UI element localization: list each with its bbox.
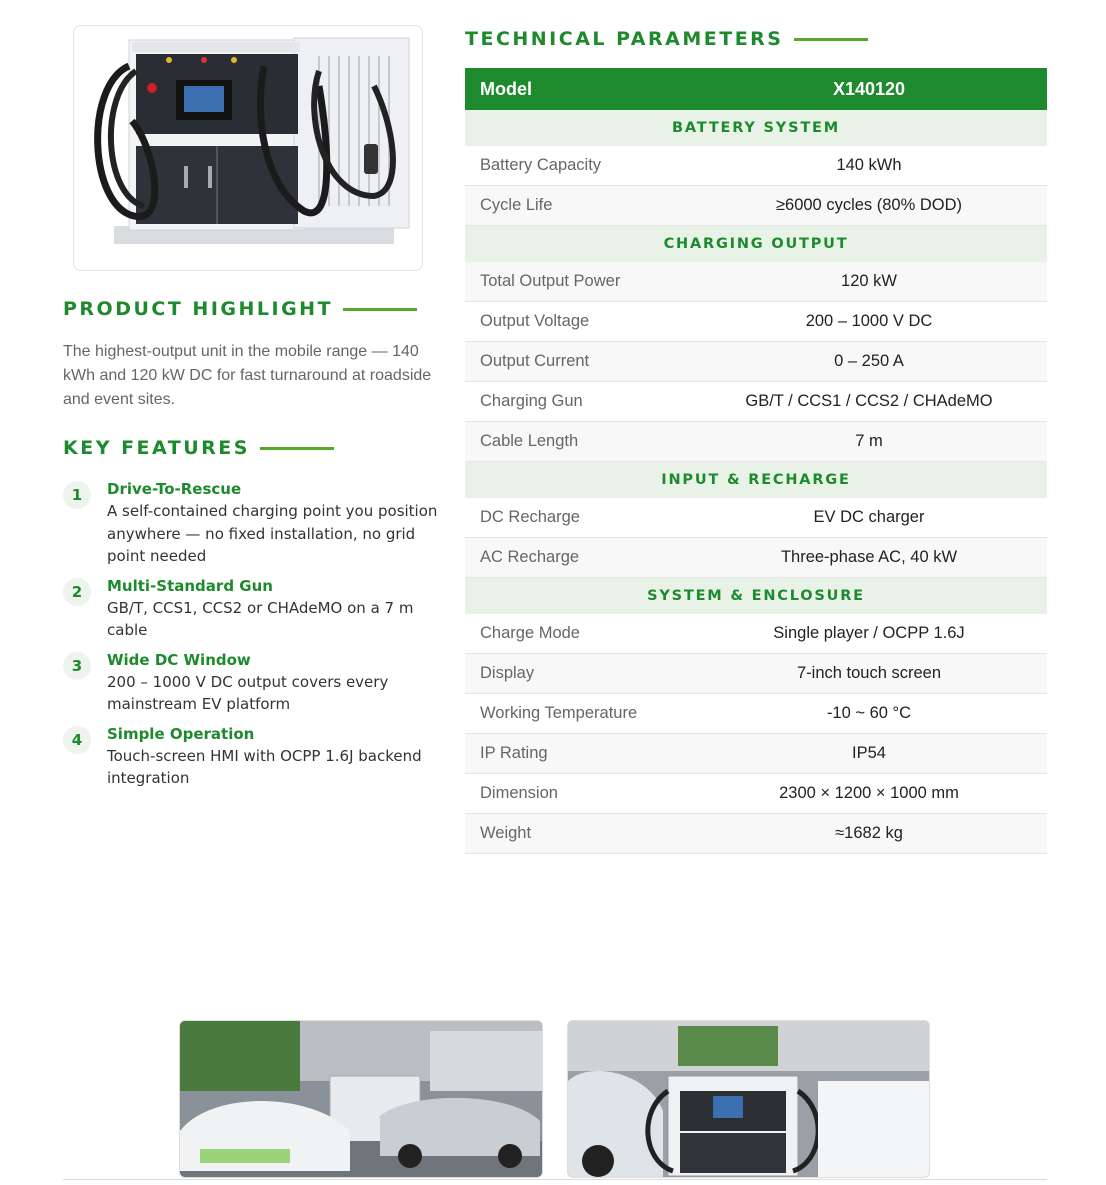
product-highlight-title: PRODUCT HIGHLIGHT — [63, 298, 334, 320]
spec-value: ≥6000 cycles (80% DOD) — [775, 196, 963, 214]
spec-row — [465, 146, 1047, 186]
technical-parameters-heading — [465, 28, 868, 50]
feature-item — [63, 575, 438, 642]
spec-key: Output Current — [480, 352, 590, 370]
photo-charger-closeup — [567, 1020, 930, 1178]
spec-key: Display — [480, 664, 535, 682]
spec-row — [465, 382, 1047, 422]
spec-group-title: INPUT & RECHARGE — [465, 462, 1047, 498]
spec-value: 2300 × 1200 × 1000 mm — [779, 784, 959, 802]
spec-value: Three-phase AC, 40 kW — [780, 548, 958, 566]
spec-key: Dimension — [480, 784, 558, 802]
feature-description: GB/T, CCS1, CCS2 or CHAdeMO on a 7 m cable — [107, 598, 414, 639]
feature-title: Wide DC Window — [107, 650, 251, 669]
spec-value: ≈1682 kg — [835, 824, 903, 842]
feature-title: Drive-To-Rescue — [107, 480, 242, 498]
feature-description: 200 – 1000 V DC output covers every mainstream EV platform — [107, 672, 389, 713]
feature-number-badge: 4 — [63, 726, 91, 754]
spec-key: Charging Gun — [480, 392, 583, 410]
heading-accent-bar — [260, 447, 334, 450]
spec-row — [465, 734, 1047, 774]
spec-row — [465, 262, 1047, 302]
spec-table — [465, 68, 1047, 854]
feature-description: A self-contained charging point you position anywhere — no fixed installation, no grid point needed — [107, 502, 438, 565]
spec-key: Weight — [480, 824, 532, 842]
spec-value: IP54 — [852, 744, 886, 762]
spec-value: -10 ~ 60 °C — [826, 704, 912, 722]
bottom-divider — [63, 1179, 1047, 1180]
spec-table-header — [465, 68, 1047, 110]
spec-value: GB/T / CCS1 / CCS2 / CHAdeMO — [745, 392, 993, 410]
feature-list — [63, 478, 438, 797]
spec-group-title: CHARGING OUTPUT — [465, 226, 1047, 262]
feature-title: Multi-Standard Gun — [107, 576, 273, 595]
feature-item — [63, 723, 438, 790]
key-features-title: KEY FEATURES — [63, 437, 250, 459]
spec-header-value: X140120 — [832, 78, 906, 99]
spec-key: IP Rating — [480, 744, 548, 762]
spec-row — [465, 694, 1047, 734]
spec-key: Cycle Life — [480, 196, 553, 214]
spec-key: Total Output Power — [480, 272, 621, 290]
spec-key: Working Temperature — [480, 704, 638, 722]
heading-accent-bar — [343, 308, 417, 311]
spec-row — [465, 538, 1047, 578]
spec-key: Charge Mode — [480, 624, 580, 642]
spec-key: DC Recharge — [480, 508, 580, 526]
feature-description: Touch-screen HMI with OCPP 1.6J backend integration — [107, 746, 422, 787]
spec-key: Output Voltage — [480, 312, 590, 330]
spec-value: EV DC charger — [813, 508, 925, 526]
product-image — [73, 25, 423, 271]
spec-row — [465, 814, 1047, 854]
spec-row — [465, 498, 1047, 538]
key-features-heading — [63, 437, 334, 459]
product-highlight-heading — [63, 298, 417, 320]
photo-cars-with-charger — [179, 1020, 543, 1178]
feature-item — [63, 649, 438, 716]
spec-value: 120 kW — [841, 272, 897, 290]
spec-header-key: Model — [480, 78, 532, 99]
spec-row — [465, 774, 1047, 814]
spec-value: 7 m — [855, 432, 883, 450]
spec-row — [465, 342, 1047, 382]
spec-key: AC Recharge — [480, 548, 580, 566]
heading-accent-bar — [794, 38, 868, 41]
spec-row — [465, 422, 1047, 462]
spec-value: 140 kWh — [836, 156, 902, 174]
charger-illustration — [74, 26, 423, 271]
spec-row — [465, 614, 1047, 654]
spec-value: 0 – 250 A — [834, 352, 904, 370]
product-highlight-text: The highest-output unit in the mobile range — 140 kWh and 120 kW DC for fast turnaround at roadside and event sites. — [63, 343, 432, 408]
spec-row — [465, 186, 1047, 226]
spec-value: 200 – 1000 V DC — [805, 312, 933, 330]
feature-title: Simple Operation — [107, 724, 255, 743]
spec-row — [465, 302, 1047, 342]
spec-row — [465, 654, 1047, 694]
feature-number-badge: 2 — [63, 578, 91, 606]
spec-group-title: BATTERY SYSTEM — [465, 110, 1047, 146]
feature-number-badge: 3 — [63, 652, 91, 680]
spec-value: Single player / OCPP 1.6J — [773, 624, 965, 642]
technical-parameters-title: TECHNICAL PARAMETERS — [465, 28, 784, 50]
spec-group-title: SYSTEM & ENCLOSURE — [465, 578, 1047, 614]
spec-key: Cable Length — [480, 432, 579, 450]
feature-number-badge: 1 — [63, 481, 91, 509]
spec-value: 7-inch touch screen — [797, 664, 941, 682]
feature-item — [63, 478, 438, 568]
spec-key: Battery Capacity — [480, 156, 602, 174]
